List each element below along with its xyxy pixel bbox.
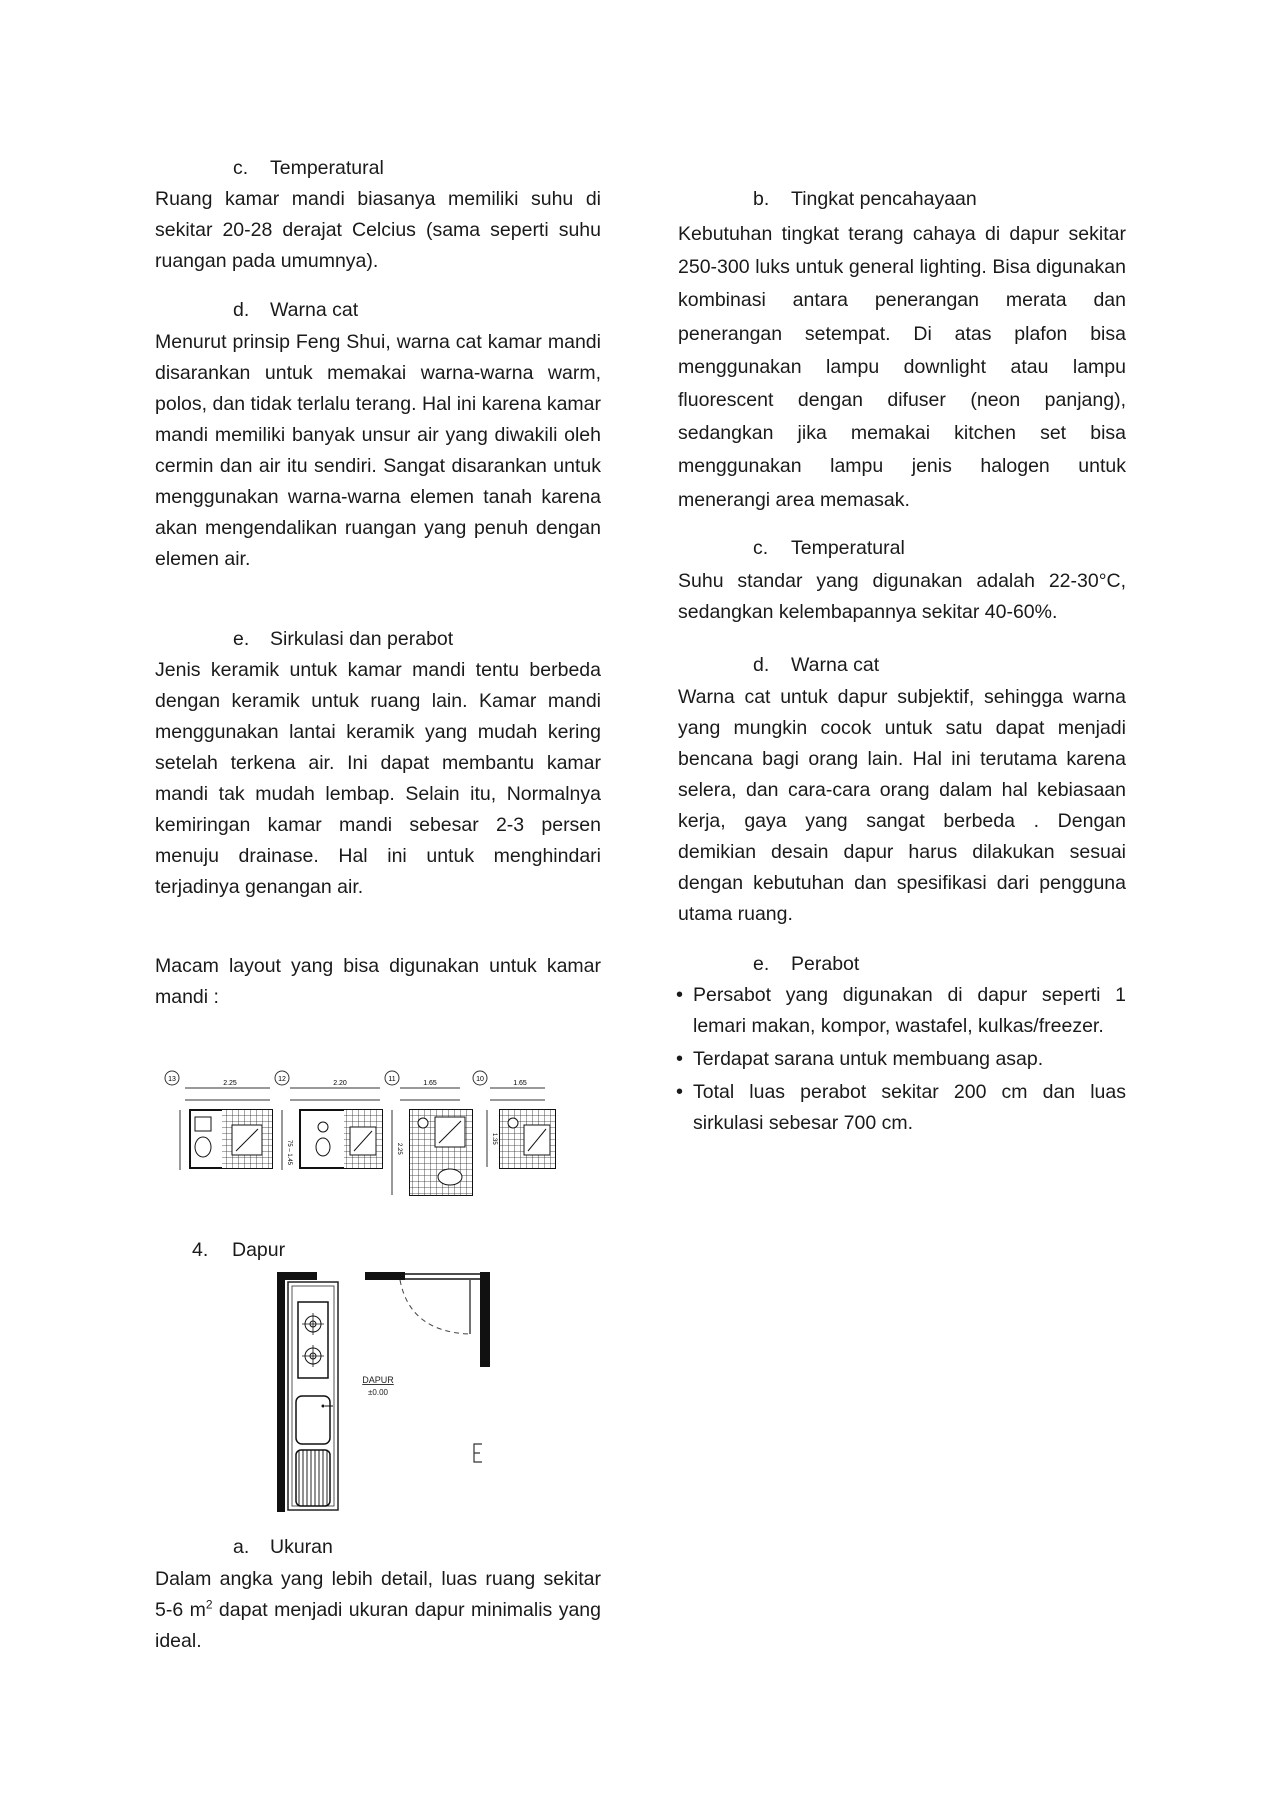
- dim-label: 2.25: [223, 1080, 237, 1087]
- layout-12: [275, 1071, 382, 1170]
- dim-label: 2.25: [396, 1143, 402, 1155]
- paragraph-sirkulasi: Jenis keramik untuk kamar mandi tentu berbeda dengan keramik untuk ruang lain. Kamar mandi menggunakan lantai keramik yang mudah kering setelah terkena air. Ini dapat membantu kamar mandi tak mudah lembap. Selain itu, Normalnya kemiringan kamar mandi sebesar 2-3 persen menuju drainase. Hal ini untuk menghindari terjadinya genangan air.: [155, 659, 601, 898]
- heading-title: Temperatural: [270, 157, 384, 179]
- ukuran-text-a: Dalam angka yang lebih detail, luas ruang sekitar 5-6 m: [155, 1568, 601, 1621]
- heading-marker: e.: [233, 628, 250, 650]
- heading-title: Temperatural: [791, 537, 905, 559]
- heading-pencahayaan: [753, 184, 977, 215]
- heading-title: Sirkulasi dan perabot: [270, 628, 454, 650]
- heading-ukuran: [233, 1532, 333, 1563]
- dim-label: 1.35: [491, 1133, 497, 1145]
- layout-13: [165, 1071, 272, 1170]
- heading-marker: c.: [233, 157, 249, 179]
- heading-marker: e.: [753, 953, 770, 975]
- layout-11: [385, 1071, 472, 1195]
- heading-marker: a.: [233, 1536, 250, 1558]
- list-item: • Total luas perabot sekitar 200 cm dan luas sirkulasi sebesar 700 cm.: [678, 1077, 1126, 1139]
- bathroom-layouts-figure: [160, 1055, 630, 1205]
- layout-label: 10: [476, 1076, 484, 1083]
- paragraph-warna-cat-bath: Menurut prinsip Feng Shui, warna cat kamar mandi disarankan untuk memakai warna-warna warm, polos, dan tidak terlalu terang. Hal ini karena kamar mandi memiliki banyak unsur air yang diwakili oleh cermin dan air itu sendiri. Sangat disarankan untuk menggunakan warna-warna elemen tanah karena akan mengendalikan ruangan yang penuh dengan elemen air.: [155, 331, 601, 570]
- ukuran-text-b: dapat menjadi ukuran dapur minimalis yang ideal.: [155, 1599, 601, 1652]
- paragraph-ukuran: [155, 1564, 601, 1657]
- heading-title: Warna cat: [791, 654, 880, 676]
- perabot-list: [678, 980, 1126, 1141]
- layout-label: 13: [168, 1076, 176, 1083]
- heading-marker: b.: [753, 188, 770, 210]
- heading-temperatural-bath: [233, 153, 384, 184]
- list-item: • Persabot yang digunakan di dapur seperti 1 lemari makan, kompor, wastafel, kulkas/freezer.: [678, 980, 1126, 1042]
- layout-label: 12: [278, 1076, 286, 1083]
- heading-marker: c.: [753, 537, 769, 559]
- dim-label: 2.20: [333, 1080, 347, 1087]
- kitchen-plan-figure: [270, 1272, 490, 1522]
- layout-10: [473, 1071, 555, 1168]
- heading-title: Warna cat: [270, 299, 359, 321]
- layout-label: 11: [388, 1076, 396, 1083]
- heading-title: Ukuran: [270, 1536, 333, 1558]
- heading-marker: d.: [753, 654, 770, 676]
- dim-label: 1.65: [513, 1080, 527, 1087]
- superscript: 2: [205, 1597, 213, 1612]
- heading-dapur: [192, 1235, 285, 1266]
- paragraph-warna-cat-kitchen: Warna cat untuk dapur subjektif, sehingga warna yang mungkin cocok untuk satu dapat menjadi bencana bagi orang lain. Hal ini terutama karena selera, dan cara-cara orang dalam hal kebiasaan kerja, gaya yang sangat berbeda . Dengan demikian desain dapur harus dilakukan sesuai dengan kebutuhan dan spesifikasi dari pengguna utama ruang.: [678, 686, 1126, 925]
- paragraph-temperatural-kitchen: Suhu standar yang digunakan adalah 22-30°C, sedangkan kelembapannya sekitar 40-60%.: [678, 570, 1126, 623]
- heading-marker: 4.: [192, 1239, 209, 1261]
- paragraph-pencahayaan: Kebutuhan tingkat terang cahaya di dapur sekitar 250-300 luks untuk general lighting. Bisa digunakan kombinasi antara penerangan merata dan penerangan setempat. Di atas plafon bisa menggunakan lampu downlight atau lampu fluorescent dengan difuser (neon panjang), sedangkan jika memakai kitchen set bisa menggunakan lampu jenis halogen untuk menerangi area memasak.: [678, 223, 1126, 511]
- room-level: ±0.00: [368, 1388, 388, 1397]
- heading-title: Perabot: [791, 953, 860, 975]
- dim-label: 75 – 1.45: [286, 1140, 292, 1166]
- heading-warna-cat-bath: [233, 295, 358, 326]
- paragraph-layout-intro: Macam layout yang bisa digunakan untuk kamar mandi :: [155, 955, 601, 1008]
- heading-warna-cat-kitchen: [753, 650, 879, 681]
- heading-title: Dapur: [232, 1239, 286, 1261]
- heading-perabot: [753, 949, 859, 980]
- list-item: • Terdapat sarana untuk membuang asap.: [678, 1044, 1126, 1075]
- dim-label: 1.65: [423, 1080, 437, 1087]
- heading-sirkulasi: [233, 624, 453, 655]
- heading-temperatural-kitchen: [753, 533, 905, 564]
- room-name: DAPUR: [362, 1375, 394, 1385]
- heading-title: Tingkat pencahayaan: [791, 188, 977, 210]
- paragraph-temperatural-bath: Ruang kamar mandi biasanya memiliki suhu di sekitar 20-28 derajat Celcius (sama seperti suhu ruangan pada umumnya).: [155, 188, 601, 272]
- heading-marker: d.: [233, 299, 250, 321]
